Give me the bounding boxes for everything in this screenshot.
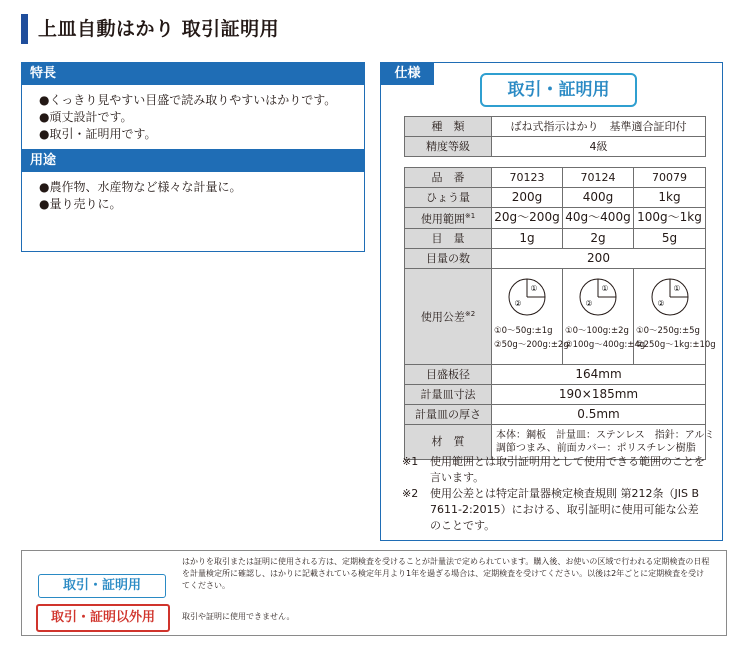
division-label: 目 量: [405, 228, 492, 248]
table-row: [405, 188, 706, 208]
dial-diameter-label: 目盛板径: [405, 364, 492, 384]
tolerance-cell: [563, 268, 646, 364]
product-label: 品 番: [405, 168, 492, 188]
capacity-value: 200g: [492, 188, 563, 208]
features-heading: 特長: [22, 63, 364, 85]
product-number: 70124: [563, 168, 634, 188]
table-row: [405, 137, 706, 157]
spec-panel: [380, 62, 723, 541]
range-note-mark: ※1: [464, 212, 476, 220]
table-row: [405, 208, 706, 229]
tolerance-label-cell: [405, 268, 492, 364]
tolerance-label: 使用公差: [420, 310, 465, 324]
features-panel: [21, 62, 365, 252]
note-mark: ※2: [402, 487, 419, 500]
type-label: 種 類: [405, 117, 492, 137]
division-value: 2g: [563, 228, 634, 248]
list-item: ●農作物、水産物など様々な計量に。: [39, 180, 242, 194]
capacity-label: ひょう量: [405, 188, 492, 208]
dial-mark-1: ①: [601, 283, 609, 293]
tolerance-line: ①0～50g:±1g: [494, 325, 553, 336]
tolerance-line: ①0～100g:±2g: [565, 325, 629, 336]
table-row: [405, 268, 706, 364]
product-number: 70123: [492, 168, 563, 188]
material-label: 材 質: [405, 424, 492, 459]
pan-thickness-label: 計量皿の厚さ: [405, 404, 492, 424]
dial-mark-2: ②: [514, 298, 522, 308]
tolerance-line: ②50g～200g:±2g: [494, 339, 569, 350]
table-row: [405, 384, 706, 404]
range-label: 使用範囲: [420, 212, 465, 226]
accuracy-label: 精度等級: [405, 137, 492, 157]
title-accent-bar: [21, 14, 28, 44]
dial-diagram-icon: [578, 277, 618, 317]
type-value: ばね式指示はかり 基準適合証印付: [492, 117, 706, 137]
list-item: ●くっきり見やすい目盛で読み取りやすいはかりです。: [39, 93, 337, 107]
pan-thickness-value: 0.5mm: [492, 404, 706, 424]
note-mark: ※1: [402, 455, 419, 468]
table-row: [405, 364, 706, 384]
uses-list: [22, 172, 364, 219]
note-text: 使用範囲とは取引証明用として使用できる範囲のことを言います。: [430, 455, 705, 484]
notes: [402, 454, 708, 534]
tolerance-cell: [634, 268, 716, 364]
range-value: 100g～1kg: [634, 208, 706, 229]
tolerance-text: [634, 324, 716, 352]
certified-badge: 取引・証明用: [480, 73, 637, 107]
accuracy-value: 4級: [492, 137, 706, 157]
usage-notice-box: [21, 550, 727, 636]
dial-diagram-icon: [507, 277, 547, 317]
table-row: [405, 168, 706, 188]
certified-tag: 取引・証明用: [38, 574, 166, 598]
note-item: [402, 454, 708, 486]
dial-mark-1: ①: [530, 283, 538, 293]
pan-size-value: 190×185mm: [492, 384, 706, 404]
dial-diameter-value: 164mm: [492, 364, 706, 384]
division-value: 1g: [492, 228, 563, 248]
page-title: 上皿自動はかり 取引証明用: [38, 18, 280, 40]
division-value: 5g: [634, 228, 706, 248]
uses-heading: 用途: [22, 149, 364, 172]
dial-mark-2: ②: [585, 298, 593, 308]
dial-mark-1: ①: [672, 283, 681, 293]
tolerance-text: [563, 324, 646, 352]
non-certified-notice: 取引や証明に使用できません。: [182, 612, 295, 621]
product-number: 70079: [634, 168, 706, 188]
certified-notice: はかりを取引または証明に使用される方は、定期検査を受けることが計量法で定められています。購入後、お使いの区域で行われる定期検査の日程を計量検定所に確認し、はかりに記載されている検定年月より1年を過ぎる場合は、定期検査を受けてください。以後は2年ごとに定期検査を受けてください。: [182, 557, 710, 590]
list-item: ●頑丈設計です。: [39, 110, 133, 124]
dial-mark-2: ②: [656, 298, 665, 308]
table-row: [405, 117, 706, 137]
note-item: [402, 486, 708, 534]
tolerance-text: [492, 324, 569, 352]
note-text: 使用公差とは特定計量器検定検査規則 第212条（JIS B 7611-2:2015）における、取引証明に使用可能な公差のことです。: [430, 487, 700, 532]
list-item: ●取引・証明用です。: [39, 127, 157, 141]
tolerance-note-mark: ※2: [464, 310, 476, 319]
spec-table: [404, 116, 716, 460]
tolerance-line: ②100g～400g:±4g: [565, 339, 646, 350]
range-label-cell: [405, 208, 492, 229]
tolerance-cell: [492, 268, 569, 364]
table-row: [405, 248, 706, 268]
material-line-1: 本体：鋼板 計量皿：ステンレス 指針：アルミ: [496, 429, 715, 441]
spec-heading: 仕様: [381, 63, 434, 85]
non-certified-tag: 取引・証明以外用: [36, 604, 170, 632]
capacity-value: 400g: [563, 188, 634, 208]
features-list: [22, 85, 364, 149]
scale-count-label: 目量の数: [405, 248, 492, 268]
tolerance-line: ②250g～1kg:±10g: [636, 339, 716, 350]
tolerance-line: ①0～250g:±5g: [636, 325, 700, 336]
range-value: 40g～400g: [563, 208, 634, 229]
list-item: ●量り売りに。: [39, 197, 122, 211]
table-row: [405, 404, 706, 424]
capacity-value: 1kg: [634, 188, 706, 208]
scale-count-value: 200: [492, 248, 706, 268]
material-line-2: 調節つまみ、前面カバー：ポリスチレン樹脂: [496, 442, 696, 454]
range-value: 20g～200g: [492, 208, 563, 229]
dial-diagram-icon: [650, 277, 690, 317]
table-row: [405, 228, 706, 248]
pan-size-label: 計量皿寸法: [405, 384, 492, 404]
